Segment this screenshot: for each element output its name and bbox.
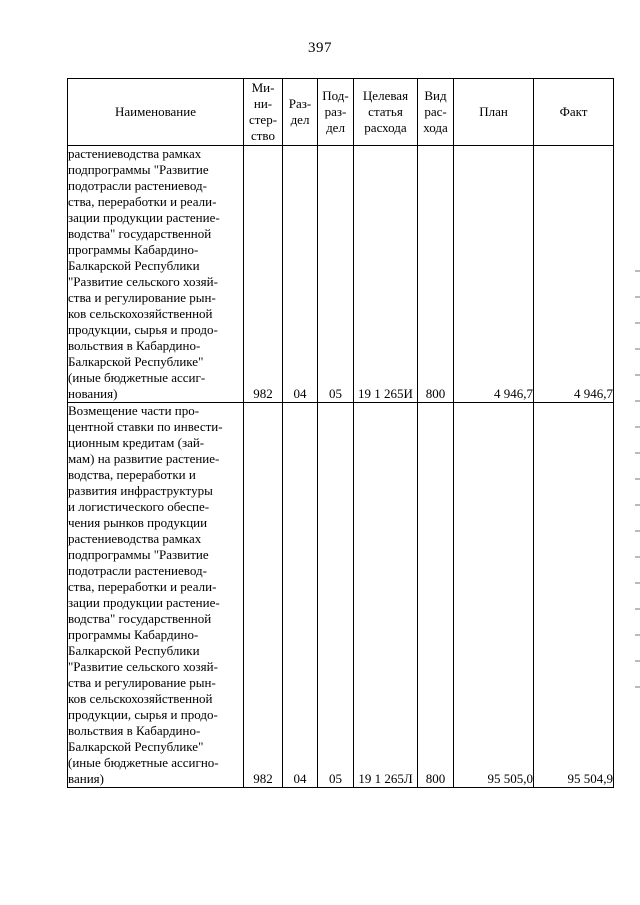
row-subsection: 05 (318, 146, 354, 403)
header-ministry: Ми- ни- стер- ство (244, 79, 283, 146)
header-name: Наименование (68, 79, 244, 146)
header-fact: Факт (534, 79, 614, 146)
row-target-article: 19 1 265И (354, 146, 418, 403)
budget-table (67, 78, 614, 788)
row-fact: 95 504,9 (534, 403, 614, 788)
header-plan: План (454, 79, 534, 146)
row-plan: 4 946,7 (454, 146, 534, 403)
row-expense-type: 800 (418, 403, 454, 788)
header-subsection: Под- раз- дел (318, 79, 354, 146)
row-ministry: 982 (244, 146, 283, 403)
table-row (68, 403, 614, 788)
header-section: Раз- дел (283, 79, 318, 146)
row-target-article: 19 1 265Л (354, 403, 418, 788)
row-section: 04 (283, 146, 318, 403)
page-number: 397 (308, 40, 332, 56)
row-fact: 4 946,7 (534, 146, 614, 403)
table-header-row (68, 79, 614, 146)
row-ministry: 982 (244, 403, 283, 788)
row-name: Возмещение части про- центной ставки по инвести- ционным кредитам (зай- мам) на развитие растение- водства, переработки и развития инфраструктуры и логистического обеспе- чения рынков продукции растениеводства рамках подпрограммы "Развитие подотрасли растениевод- ства, переработки и реали- зации продукции растение- водства" государственной программы Кабардино- Балкарской Республики "Развитие сельского хозяй- ства и регулирование рын- ков сельскохозяйственной продукции, сырья и продо- вольствия в Кабардино- Балкарской Республике" (иные бюджетные ассигно- вания) (68, 403, 244, 788)
row-expense-type: 800 (418, 146, 454, 403)
row-plan: 95 505,0 (454, 403, 534, 788)
header-expense-type: Вид рас- хода (418, 79, 454, 146)
scan-edge-marks (635, 270, 640, 710)
row-subsection: 05 (318, 403, 354, 788)
table-row (68, 146, 614, 403)
row-name: растениеводства рамках подпрограммы "Развитие подотрасли растениевод- ства, переработки и реали- зации продукции растение- водства" государственной программы Кабардино- Балкарской Республики "Развитие сельского хозяй- ства и регулирование рын- ков сельскохозяйственной продукции, сырья и продо- вольствия в Кабардино- Балкарской Республике" (иные бюджетные ассиг- нования) (68, 146, 244, 403)
row-section: 04 (283, 403, 318, 788)
header-target-article: Целевая статья расхода (354, 79, 418, 146)
